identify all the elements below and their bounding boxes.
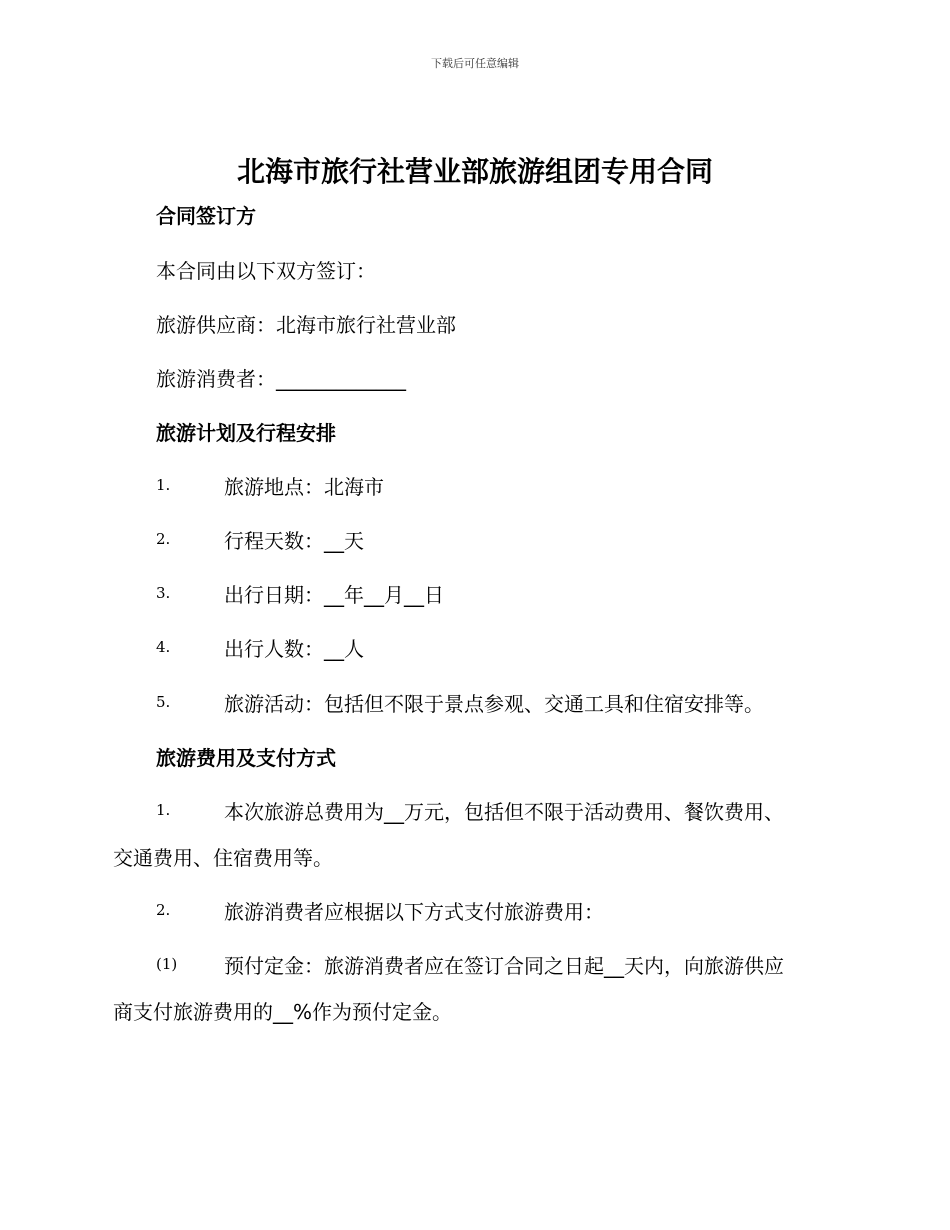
list-item-text: 旅游活动：包括但不限于景点参观、交通工具和住宿安排等。 — [224, 692, 764, 716]
list-item-text: 旅游地点：北海市 — [224, 475, 384, 499]
sub-item-number: (1) — [156, 955, 178, 973]
list-item-text: 出行人数：__人 — [224, 637, 364, 661]
section-heading-fees: 旅游费用及支付方式 — [156, 746, 336, 770]
list-item-continuation: 交通费用、住宿费用等。 — [113, 846, 333, 870]
list-item-number: 3. — [156, 584, 171, 602]
consumer-label: 旅游消费者： — [156, 367, 276, 391]
list-item-text: 本次旅游总费用为__万元，包括但不限于活动费用、餐饮费用、 — [224, 800, 784, 824]
list-item-text: 出行日期：__年__月__日 — [224, 583, 444, 607]
list-item-number: 2. — [156, 901, 171, 919]
sub-item-text: 预付定金：旅游消费者应在签订合同之日起__天内，向旅游供应 — [224, 954, 784, 978]
list-item-text: 行程天数：__天 — [224, 529, 364, 553]
consumer-line — [156, 363, 406, 392]
header-note: 下载后可任意编辑 — [431, 57, 519, 70]
document-title: 北海市旅行社营业部旅游组团专用合同 — [236, 155, 713, 188]
parties-intro: 本合同由以下双方签订： — [156, 259, 376, 283]
supplier-line: 旅游供应商：北海市旅行社营业部 — [156, 313, 456, 337]
list-item-number: 1. — [156, 476, 171, 494]
section-heading-parties: 合同签订方 — [156, 204, 256, 228]
consumer-value: _____________ — [276, 367, 406, 391]
sub-item-continuation: 商支付旅游费用的__%作为预付定金。 — [113, 1000, 453, 1024]
list-item-number: 2. — [156, 530, 171, 548]
section-heading-itinerary: 旅游计划及行程安排 — [156, 421, 336, 445]
list-item-number: 5. — [156, 693, 171, 711]
list-item-text: 旅游消费者应根据以下方式支付旅游费用： — [224, 900, 604, 924]
list-item-number: 1. — [156, 801, 171, 819]
list-item-number: 4. — [156, 638, 171, 656]
